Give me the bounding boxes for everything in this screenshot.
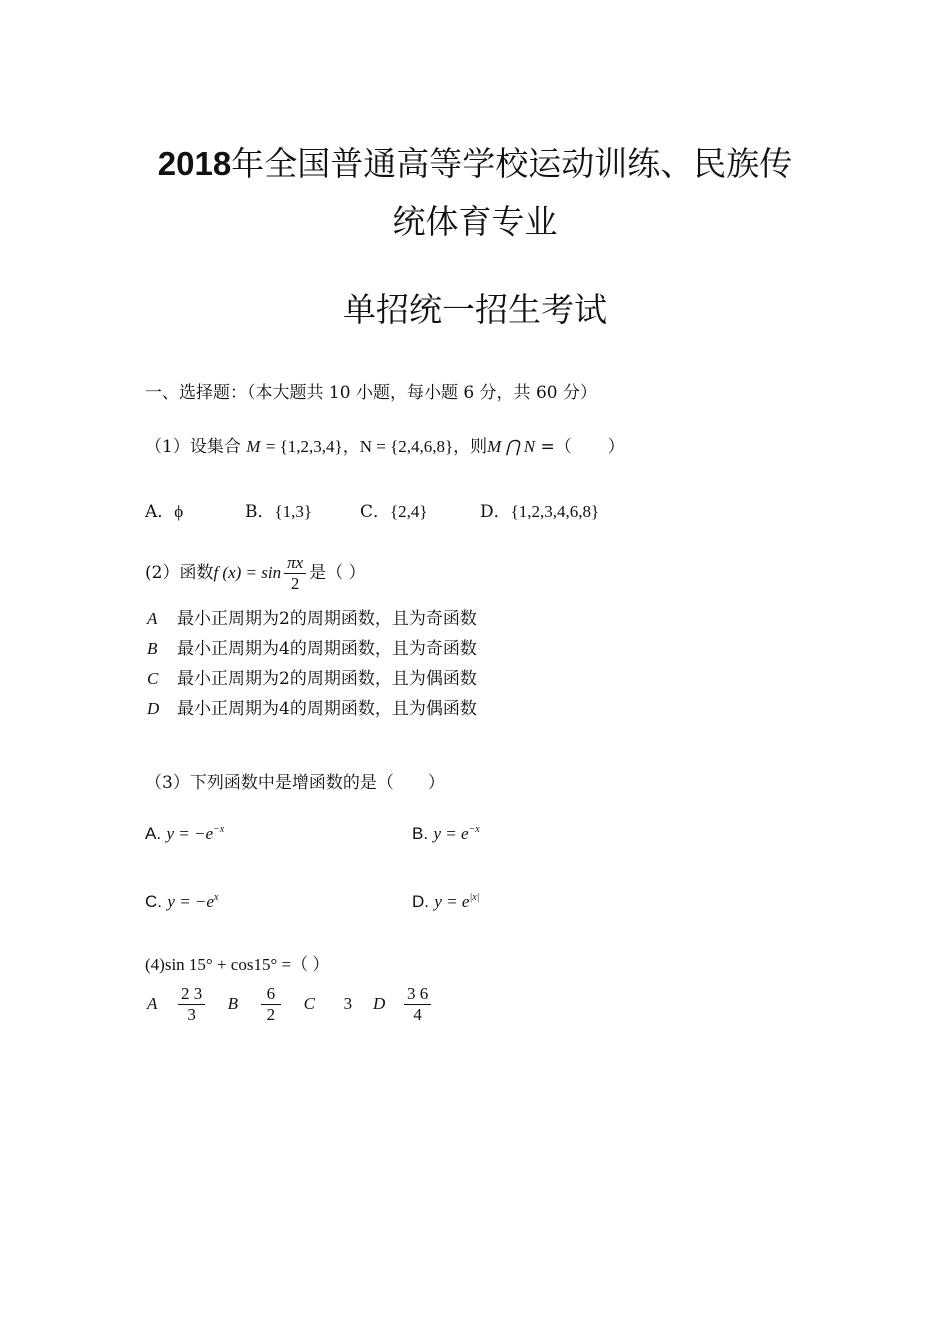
q1-option-c: C．{2,4} bbox=[360, 502, 428, 522]
q1-option-a: A．ϕ bbox=[145, 502, 184, 522]
q2-func: f (x) = sin bbox=[213, 563, 282, 582]
title-line1-text: 年全国普通高等学校运动训练、民族传 bbox=[231, 144, 793, 183]
q1-sep: ， bbox=[342, 437, 360, 457]
q1-m: M bbox=[246, 437, 261, 456]
title-line-1 bbox=[0, 138, 950, 185]
question-3-stem: （3）下列函数中是增函数的是（ ） bbox=[145, 773, 445, 793]
question-2-stem bbox=[145, 553, 366, 594]
q2-fraction bbox=[284, 553, 306, 594]
q3-option-c: C. $y = -e^x$ bbox=[145, 892, 219, 911]
q1-set-n: N = {2,4,6,8} bbox=[359, 437, 454, 456]
q4-option-c-value: 3 bbox=[343, 994, 353, 1013]
q1-paren-close: ） bbox=[607, 437, 625, 457]
question-1-stem bbox=[145, 432, 625, 457]
q2-option-c: C 最小正周期为2的周期函数，且为偶函数 bbox=[147, 669, 477, 689]
q4-option-b-letter: B bbox=[227, 994, 239, 1013]
q4-option-a-letter: A bbox=[147, 994, 158, 1013]
q2-option-b: B 最小正周期为4的周期函数，且为奇函数 bbox=[147, 639, 477, 659]
q1-option-d: D．{1,2,3,4,6,8} bbox=[480, 502, 600, 522]
q1-eq: =（ bbox=[535, 437, 572, 457]
q4-option-b-fraction: $\frac{6}{2}$ bbox=[261, 984, 282, 1025]
q1-prefix: （1）设集合 bbox=[145, 437, 241, 457]
title-year: 2018 bbox=[157, 145, 232, 182]
q1-set-m: = {1,2,3,4} bbox=[265, 437, 343, 456]
q3-option-b: B. $y = e^{-x}$ bbox=[412, 824, 480, 843]
q3-option-d: D. $y = e^{|x|}$ bbox=[412, 892, 480, 911]
q4-option-c-letter: C bbox=[303, 994, 315, 1013]
q2-option-a: A 最小正周期为2的周期函数，且为奇函数 bbox=[147, 609, 477, 629]
q4-option-d-letter: D bbox=[372, 994, 386, 1013]
q3-option-a: A. $y = -e^{-x}$ bbox=[145, 824, 225, 843]
q4-options bbox=[147, 984, 434, 1025]
q2-prefix: (2）函数 bbox=[145, 563, 214, 583]
q2-suffix: 是（ ） bbox=[309, 563, 366, 583]
q1-then: ，则 bbox=[453, 437, 488, 457]
question-4-stem: (4)sin 15° + cos15° =（ ） bbox=[145, 955, 330, 974]
section-heading: 一、选择题：（本大题共 10 小题，每小题 6 分，共 60 分） bbox=[145, 383, 598, 403]
q1-expr: M ⋂ N bbox=[487, 437, 536, 456]
title-line-2: 统体育专业 bbox=[392, 202, 558, 241]
q2-option-d: D 最小正周期为4的周期函数，且为偶函数 bbox=[147, 699, 477, 719]
q4-option-a-fraction: $\frac{2 3}{3}$ bbox=[178, 984, 205, 1025]
q1-option-b: B．{1,3} bbox=[245, 502, 313, 522]
q2-frac-den: 2 bbox=[290, 574, 300, 593]
q4-option-d-fraction: $\frac{3 6}{4}$ bbox=[404, 984, 431, 1025]
q2-frac-num: πx bbox=[284, 553, 306, 574]
title-line-3: 单招统一招生考试 bbox=[343, 290, 607, 329]
